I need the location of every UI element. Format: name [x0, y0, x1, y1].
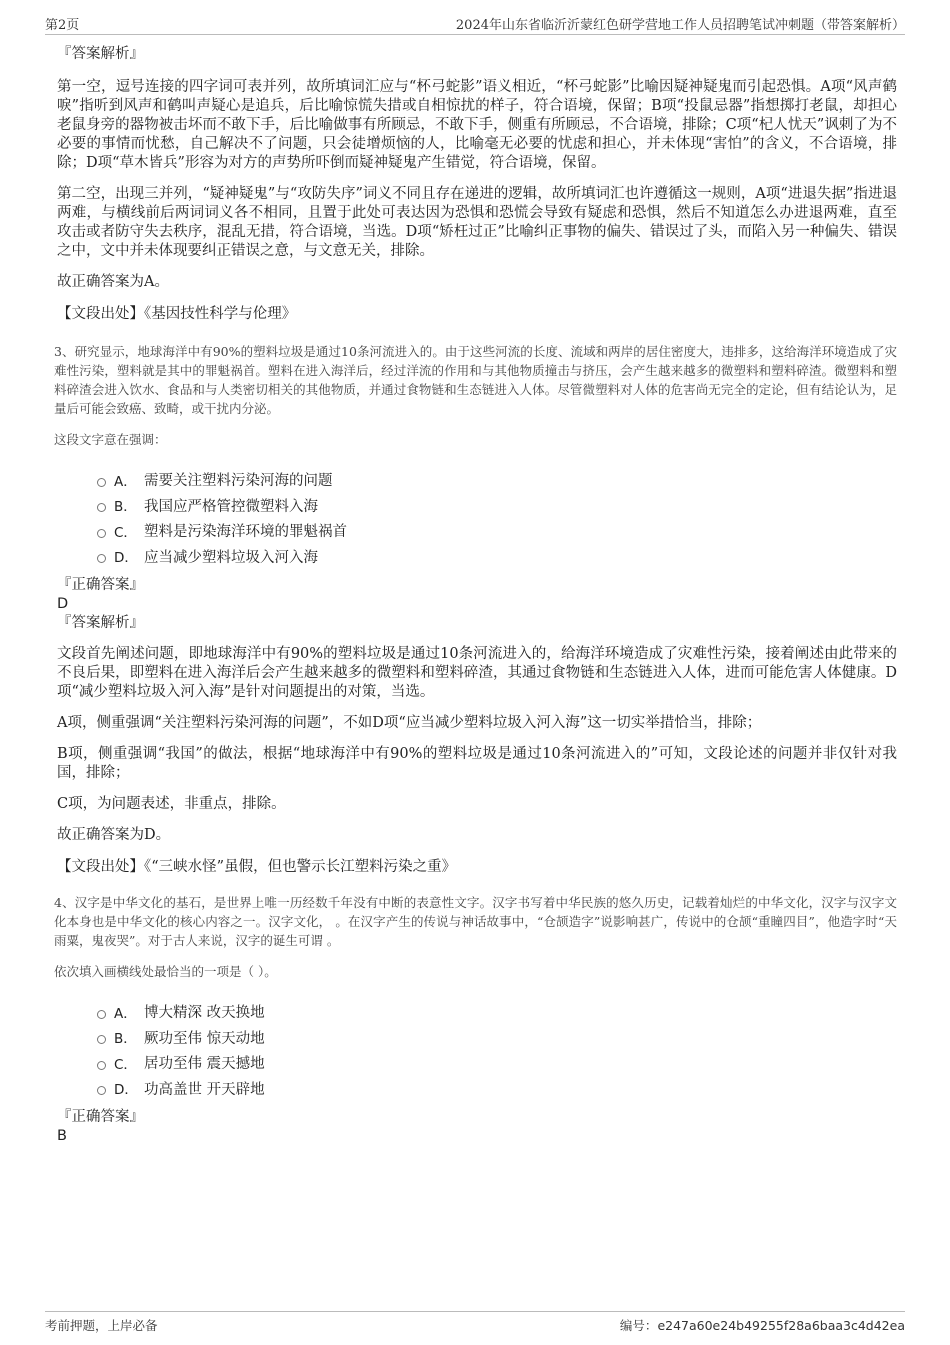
q3-options	[57, 467, 897, 569]
q2-conclusion: 故正确答案为A。	[57, 274, 169, 290]
q3-conclusion: 故正确答案为D。	[57, 827, 171, 843]
q3-answer: D	[57, 596, 69, 612]
q3-stem: 3、研究显示，地球海洋中有90%的塑料垃圾是通过10条河流进入的。由于这些河流的长度、流域和两岸的居住密度大，违排多，这给海洋环境造成了灾难性污染，塑料就是其中的罪魁祸首。塑料在进入海洋后，经过洋流的作用和与其他物质撞击与挤压，会产生越来越多的微塑料和塑料碎渣。微塑料和塑料碎渣会进入饮水、食品和与人类密切相关的其他物质，并通过食物链和生态链进入人体。尽管微塑料对人体的危害尚无完全的定论，但有结论认为，足量后可能会致癌、致畸，或干扰内分泌。	[54, 344, 897, 416]
q4-option-b[interactable]: B． 厥功至伟 惊天动地	[57, 1025, 897, 1051]
q4-option-d[interactable]: D． 功高盖世 开天辟地	[57, 1076, 897, 1102]
q3-analysis-para-3: B项，侧重强调“我国”的做法，根据“地球海洋中有90%的塑料垃圾是通过10条河流进入的”可知，文段论述的问题并非仅针对我国，排除；	[57, 746, 897, 781]
radio-icon[interactable]	[97, 529, 106, 538]
page-footer	[45, 1311, 905, 1334]
footer-code-value: e247a60e24b49255f28a6baa3c4d42ea	[657, 1318, 905, 1333]
q4-answer-label: 『正确答案』	[57, 1109, 144, 1125]
q3-option-d[interactable]: D． 应当减少塑料垃圾入河入海	[57, 544, 897, 570]
q3-analysis-para-2: A项，侧重强调“关注塑料污染河海的问题”，不如D项“应当减少塑料垃圾入河入海”这一切实举措恰当，排除；	[57, 715, 762, 731]
q3-option-b[interactable]: B． 我国应严格管控微塑料入海	[57, 493, 897, 519]
radio-icon[interactable]	[97, 1010, 106, 1019]
radio-icon[interactable]	[97, 1061, 106, 1070]
q2-analysis-label: 『答案解析』	[57, 46, 144, 62]
q3-option-a[interactable]: A． 需要关注塑料污染河海的问题	[57, 467, 897, 493]
q3-prompt: 这段文字意在强调：	[54, 432, 167, 447]
footer-slogan: 考前押题，上岸必备	[45, 1318, 158, 1333]
q3-analysis-label: 『答案解析』	[57, 615, 144, 631]
q4-prompt: 依次填入画横线处最恰当的一项是（ ）。	[54, 964, 277, 979]
q3-option-c[interactable]: C． 塑料是污染海洋环境的罪魁祸首	[57, 518, 897, 544]
q4-option-c[interactable]: C． 居功至伟 震天撼地	[57, 1050, 897, 1076]
page-header	[45, 14, 905, 35]
q2-analysis-para-1: 第一空，逗号连接的四字词可表并列，故所填词汇应与“杯弓蛇影”语义相近，“杯弓蛇影”比喻因疑神疑鬼而引起恐惧。A项“风声鹤唳”指听到风声和鹤叫声疑心是追兵，后比喻惊慌失措或自相惊扰的样子，符合语境，保留；B项“投鼠忌器”指想掷打老鼠，却担心老鼠身旁的器物被击坏而不敢下手，后比喻做事有所顾忌，不敢下手，侧重有所顾忌，不合语境，排除；C项“杞人忧天”讽刺了为不必要的事情而忧愁，自己解决不了问题，只会徒增烦恼的人，比喻毫无必要的忧虑和担心，并未体现“害怕”的含义，不合语境，排除；D项“草木皆兵”形容为对方的声势所吓倒而疑神疑鬼产生错觉，符合语境，保留。	[57, 79, 897, 171]
page-content	[54, 44, 897, 1145]
page-number: 第2页	[45, 18, 80, 33]
radio-icon[interactable]	[97, 554, 106, 563]
radio-icon[interactable]	[97, 1035, 106, 1044]
document-title: 2024年山东省临沂沂蒙红色研学营地工作人员招聘笔试冲刺题（带答案解析）	[455, 18, 905, 33]
radio-icon[interactable]	[97, 478, 106, 487]
q3-analysis-para-4: C项，为问题表述，非重点，排除。	[57, 796, 286, 812]
q4-stem: 4、汉字是中华文化的基石，是世界上唯一历经数千年没有中断的表意性文字。汉字书写着中华民族的悠久历史，记载着灿烂的中华文化，汉字与汉字文化本身也是中华文化的核心内容之一。汉字文化， 。在汉字产生的传说与神话故事中，“仓颉造字”说影响甚广，传说中的仓颉“重瞳四目”，他造字时“天雨粟，鬼夜哭”。对于古人来说，汉字的诞生可谓 。	[54, 895, 897, 948]
q2-analysis-para-2: 第二空，出现三并列，“疑神疑鬼”与“攻防失序”词义不同且存在递进的逻辑，故所填词汇也许遵循这一规则，A项“进退失据”指进退两难，与横线前后两词词义各不相同，且置于此处可表达因为恐惧和恐慌会导致有疑虑和恐惧，然后不知道怎么办进退两难，直至攻击或者防守失去秩序，混乱无措，符合语境，当选。D项“矫枉过正”比喻纠正事物的偏失、错误过了头，而陷入另一种偏失、错误之中，文中并未体现要纠正错误之意，与文意无关，排除。	[57, 186, 897, 259]
q4-options	[57, 999, 897, 1101]
radio-icon[interactable]	[97, 1086, 106, 1095]
q2-source: 【文段出处】《基因技性科学与伦理》	[57, 306, 297, 322]
q3-source: 【文段出处】《“三峡水怪”虽假，但也警示长江塑料污染之重》	[57, 859, 457, 875]
q3-analysis-para-1: 文段首先阐述问题，即地球海洋中有90%的塑料垃圾是通过10条河流进入的，给海洋环境造成了灾难性污染，接着阐述由此带来的不良后果，即塑料在进入海洋后会产生越来越多的微塑料和塑料碎渣，其通过食物链和生态链进入人体，进而可能危害人体健康。D项“减少塑料垃圾入河入海”是针对问题提出的对策，当选。	[57, 646, 897, 700]
q4-option-a[interactable]: A． 博大精深 改天换地	[57, 999, 897, 1025]
q3-answer-label: 『正确答案』	[57, 577, 144, 593]
footer-code-label: 编号：	[619, 1318, 658, 1333]
radio-icon[interactable]	[97, 503, 106, 512]
q4-answer: B	[57, 1128, 67, 1144]
footer-code	[620, 1316, 905, 1334]
